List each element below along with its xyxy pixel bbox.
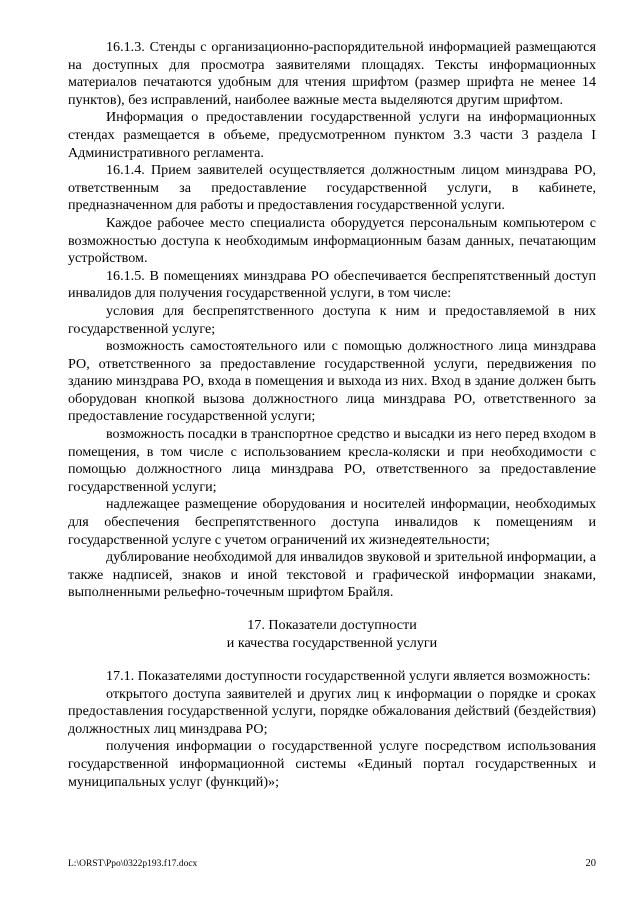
section-heading	[68, 616, 596, 652]
paragraph: Информация о предоставлении государственной услуги на информационных стендах размещается в объеме, предусмотренном пунктом 3.3 части 3 раздела I Административного регламента.	[68, 109, 596, 161]
paragraph: дублирование необходимой для инвалидов звуковой и зрительной информации, а также надписей, знаков и иной текстовой и графической информации знаками, выполненными рельефно-точечным шрифтом Брайля.	[68, 549, 596, 601]
paragraph: возможность самостоятельного или с помощью должностного лица минздрава РО, ответственного за предоставление государственной услуги, передвижения по зданию минздрава РО, входа в помещения и выхода из них. Вход в здание должен быть оборудован кнопкой вызова должностного лица минздрава РО, ответственного за предоставление государственной услуги;	[68, 338, 596, 425]
paragraph: Каждое рабочее место специалиста оборудуется персональным компьютером с возможностью доступа к необходимым информационным базам данных, печатающим устройством.	[68, 214, 596, 267]
section-heading-line-1: 17. Показатели доступности	[247, 617, 417, 633]
paragraph: 16.1.3. Стенды с организационно-распорядительной информацией размещаются на доступных для просмотра заявителями площадях. Тексты информационных материалов печатаются удобным для чтения шрифтом (размер шрифта не менее 14 пунктов), без исправлений, наиболее важные места выделяются другим шрифтом.	[68, 39, 596, 108]
footer-file-path: L:\ORST\Ppo\0322p193.f17.docx	[68, 859, 198, 869]
paragraph: получения информации о государственной услуге посредством использования государственной информационной системы «Единый портал государственных и муниципальных услуг (функций)»;	[68, 738, 596, 790]
paragraph: 17.1. Показателями доступности государственной услуги является возможность:	[106, 668, 591, 684]
paragraph: открытого доступа заявителей и других лиц к информации о порядке и сроках предоставления государственной услуги, порядке обжалования действий (бездействия) должностных лиц минздрава РО;	[68, 685, 596, 737]
section-heading-line-2: и качества государственной услуги	[226, 635, 438, 651]
page-number: 20	[585, 858, 596, 869]
paragraph: надлежащее размещение оборудования и носителей информации, необходимых для обеспечения беспрепятственного доступа инвалидов к помещениям и государственной услуге с учетом ограничений их жизнедеятельности;	[68, 496, 596, 548]
document-body	[68, 39, 596, 791]
paragraph: условия для беспрепятственного доступа к ним и предоставляемой в них государственной услуге;	[68, 302, 596, 337]
paragraph: 16.1.4. Прием заявителей осуществляется должностным лицом минздрава РО, ответственным за предоставление государственной услуги, в кабинете, предназначенном для работы и предоставления государственной услуги.	[68, 162, 596, 214]
paragraph: 16.1.5. В помещениях минздрава РО обеспечивается беспрепятственный доступ инвалидов для получения государственной услуги, в том числе:	[68, 267, 596, 302]
paragraph: возможность посадки в транспортное средство и высадки из него перед входом в помещения, в том числе с использованием кресла-коляски и при необходимости с помощью должностного лица минздрава РО, ответственного за предоставление государственной услуги;	[68, 426, 596, 495]
